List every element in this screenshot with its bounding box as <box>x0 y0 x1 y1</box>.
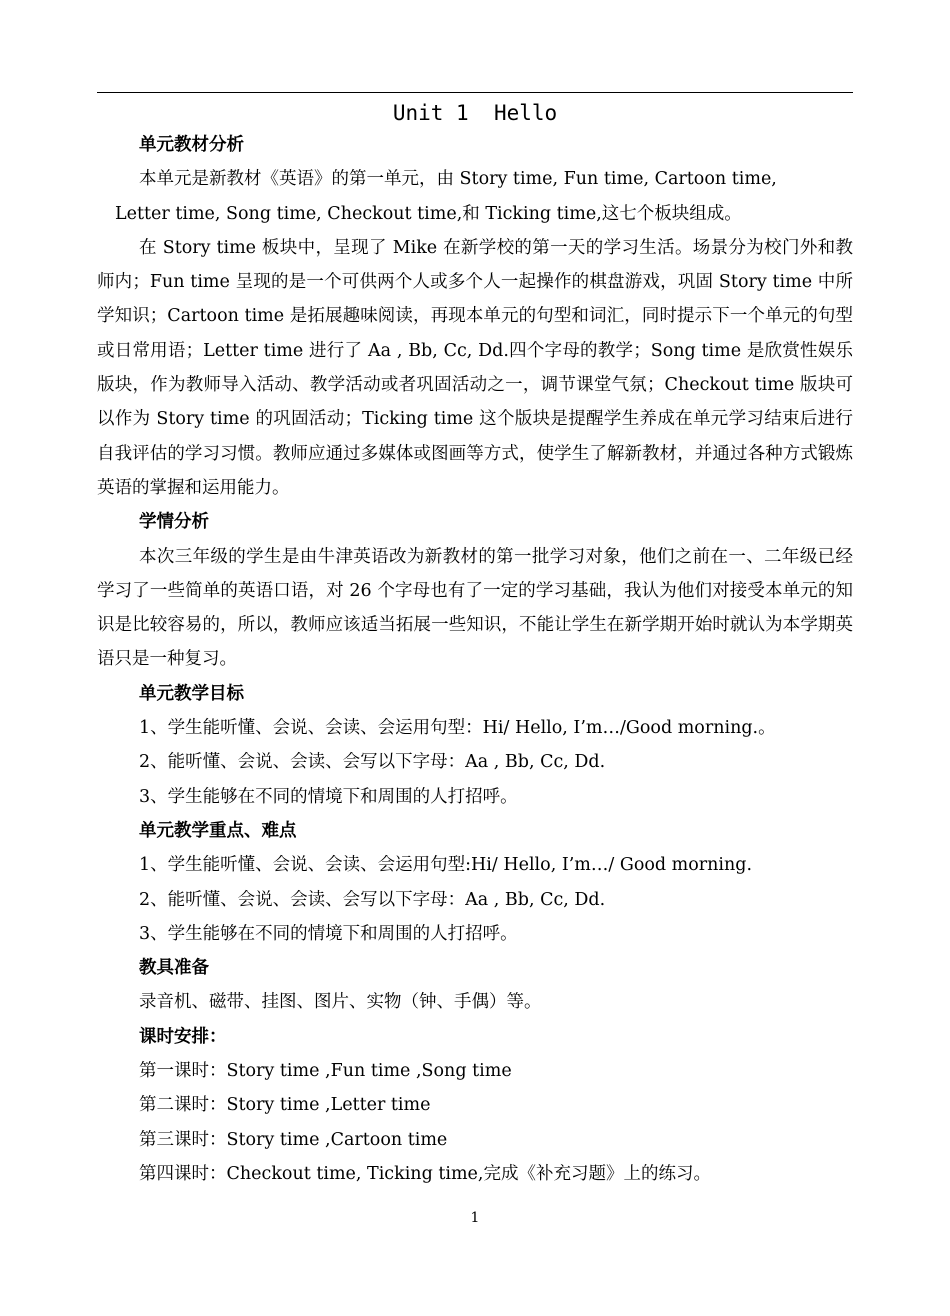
paragraph: 本次三年级的学生是由牛津英语改为新教材的第一批学习对象，他们之前在一、二年级已经学习了一些简单的英语口语，对 26 个字母也有了一定的学习基础，我认为他们对接受本单元的知识是比较容易的，所以，教师应该适当拓展一些知识，不能让学生在新学期开始时就认为本学期英语只是一种复习。 <box>97 546 853 670</box>
list-item: 第四课时：Checkout time, Ticking time,完成《补充习题》上的练习。 <box>139 1163 711 1184</box>
section-heading-tools: 教具准备 <box>139 958 209 979</box>
list-item: 2、能听懂、会说、会读、会写以下字母：Aa , Bb, Cc, Dd. <box>139 889 606 910</box>
list-item: 3、学生能够在不同的情境下和周围的人打招呼。 <box>139 923 518 944</box>
list-item: 2、能听懂、会说、会读、会写以下字母：Aa , Bb, Cc, Dd. <box>139 752 606 773</box>
paragraph-continuation: Letter time, Song time, Checkout time,和 Ticking time,这七个板块组成。 <box>115 203 742 224</box>
list-item: 第一课时：Story time ,Fun time ,Song time <box>139 1061 512 1082</box>
list-item: 3、学生能够在不同的情境下和周围的人打招呼。 <box>139 786 518 807</box>
document-body <box>97 128 853 1191</box>
page-number: 1 <box>470 1210 480 1226</box>
section-heading-goals: 单元教学目标 <box>139 683 244 704</box>
list-item: 1、学生能听懂、会说、会读、会运用句型:Hi/ Hello, I’m…/ Good morning. <box>139 855 753 876</box>
paragraph: 在 Story time 板块中，呈现了 Mike 在新学校的第一天的学习生活。场景分为校门外和教师内；Fun time 呈现的是一个可供两个人或多个人一起操作的棋盘游戏，巩固 Story time 中所学知识；Cartoon time 是拓展趣味阅读，再现本单元的句型和词汇，同时提示下一个单元的句型或日常用语；Letter time 进行了 Aa , Bb, Cc, Dd.四个字母的教学；Song time 是欣赏性娱乐版块，作为教师导入活动、教学活动或者巩固活动之一，调节课堂气氛；Checkout time 版块可以作为 Story time 的巩固活动；Ticking time 这个版块是提醒学生养成在单元学习结束后进行自我评估的学习习惯。教师应通过多媒体或图画等方式，使学生了解新教材，并通过各种方式锻炼英语的掌握和运用能力。 <box>97 237 853 498</box>
paragraph: 本单元是新教材《英语》的第一单元，由 Story time, Fun time, Cartoon time, <box>139 169 777 190</box>
header-rule <box>97 92 853 93</box>
paragraph: 录音机、磁带、挂图、图片、实物（钟、手偶）等。 <box>139 992 542 1013</box>
list-item: 第二课时：Story time ,Letter time <box>139 1095 431 1116</box>
list-item: 1、学生能听懂、会说、会读、会运用句型：Hi/ Hello, I’m…/Good morning.。 <box>139 718 776 739</box>
section-heading-keypoints: 单元教学重点、难点 <box>139 820 297 841</box>
section-heading-material: 单元教材分析 <box>139 135 244 155</box>
section-heading-students: 学情分析 <box>139 512 209 533</box>
list-item: 第三课时：Story time ,Cartoon time <box>139 1129 448 1150</box>
document-title: Unit 1 Hello <box>392 101 558 125</box>
section-heading-schedule: 课时安排： <box>139 1026 227 1047</box>
